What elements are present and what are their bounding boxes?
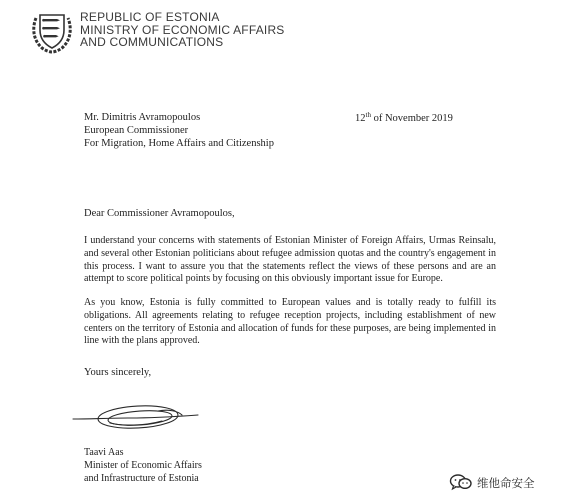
date-day: 12 xyxy=(355,113,366,124)
salutation: Dear Commissioner Avramopoulos, xyxy=(84,208,235,219)
letterhead-line-3: AND COMMUNICATIONS xyxy=(80,35,224,49)
estonian-coat-of-arms-icon xyxy=(30,10,74,54)
letter-date xyxy=(355,111,453,124)
watermark xyxy=(449,472,535,494)
signer-name: Taavi Aas xyxy=(84,447,124,458)
signer-role-2: and Infrastructure of Estonia xyxy=(84,472,199,484)
signer-role: Minister of Economic Affairs xyxy=(84,459,202,471)
letterhead xyxy=(80,11,285,49)
date-rest: of November 2019 xyxy=(373,113,453,124)
watermark-text: 维他命安全 xyxy=(477,476,535,490)
date-suffix: th xyxy=(365,111,371,119)
body-paragraph-2: As you know, Estonia is fully committed to European values and is totally ready to fulfill its obligations. All agreements relating to refugee reception projects, including establishment of new centers on the territory of Estonia and allocation of funds for these purposes, are being implemented in line with the plans approved. xyxy=(84,297,496,347)
recipient-address xyxy=(84,111,274,151)
letterhead-line-2: MINISTRY OF ECONOMIC AFFAIRS xyxy=(80,22,285,37)
letterhead-line-1: REPUBLIC OF ESTONIA xyxy=(80,10,220,24)
closing: Yours sincerely, xyxy=(84,367,152,378)
recipient-portfolio: For Migration, Home Affairs and Citizenship xyxy=(84,138,274,150)
recipient-name: Mr. Dimitris Avramopoulos xyxy=(84,112,201,123)
body-paragraph-1: I understand your concerns with statements of Estonian Minister of Foreign Affairs, Urmas Reinsalu, and several other Estonian politicians about refugee admission quotas and the country's engagement in this process. I want to assure you that the statements reflect the views of these persons and are an attempt to score political points by focusing on this obviously important issue for Europe. xyxy=(84,235,496,285)
signer-block xyxy=(84,447,202,485)
recipient-title: European Commissioner xyxy=(84,125,189,137)
wechat-icon xyxy=(449,473,473,494)
handwritten-signature-icon xyxy=(70,385,202,443)
